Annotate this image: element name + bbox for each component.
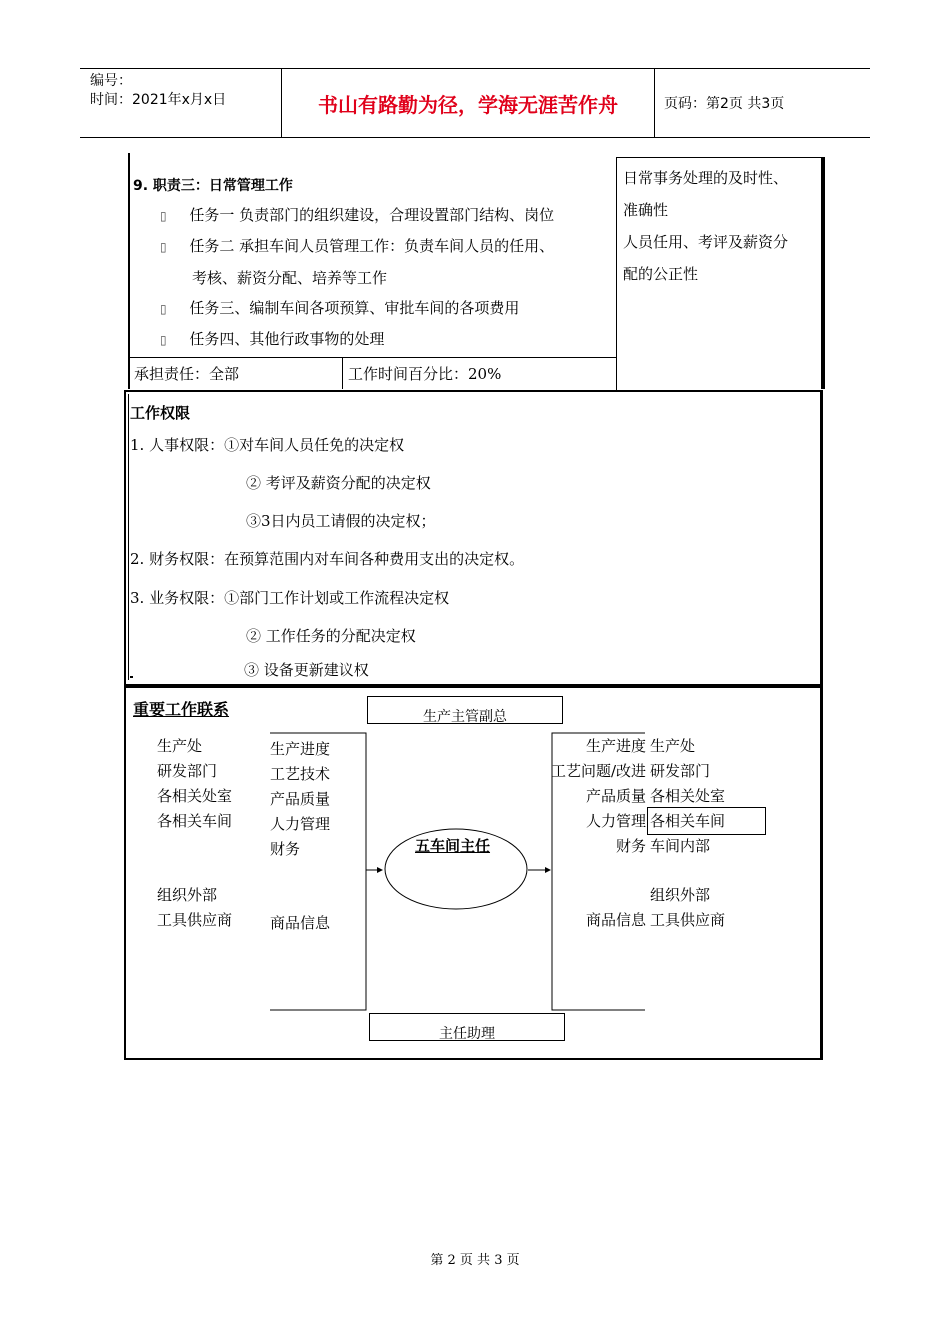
authority-line: ② 考评及薪资分配的决定权 <box>246 474 431 492</box>
right-item: 财务 <box>615 837 646 855</box>
table-border <box>821 157 825 389</box>
header-page: 页码：第2页 共3页 <box>664 96 785 112</box>
header-motto: 书山有路勤为径，学海无涯苦作舟 <box>282 69 655 137</box>
page-footer: 第 2 页 共 3 页 <box>430 1253 520 1268</box>
corner-mark <box>130 676 133 678</box>
right-party: 各相关处室 <box>650 787 726 805</box>
criteria-line: 配的公正性 <box>623 265 699 283</box>
left-party: 各相关处室 <box>157 787 233 805</box>
left-party: 生产处 <box>157 737 203 755</box>
right-item: 产品质量 <box>585 787 646 805</box>
task-row <box>160 298 519 319</box>
right-item: 工艺问题/改进 <box>550 762 646 780</box>
left-item: 财务 <box>270 840 301 858</box>
left-party: 工具供应商 <box>157 911 233 929</box>
right-item: 商品信息 <box>585 911 646 929</box>
left-party: 组织外部 <box>157 886 218 904</box>
task-row <box>160 205 554 226</box>
right-party: 车间内部 <box>650 837 711 855</box>
task-text: 任务一 负责部门的组织建设，合理设置部门结构、岗位 <box>189 206 555 224</box>
authority-line: 1. 人事权限：①对车间人员任免的决定权 <box>130 436 405 454</box>
left-item: 生产进度 <box>270 740 331 758</box>
authority-line: ② 工作任务的分配决定权 <box>246 627 416 645</box>
header-meta <box>80 69 282 137</box>
criteria-text <box>623 162 788 290</box>
responsibility: 承担责任：全部 <box>134 365 240 383</box>
right-party: 组织外部 <box>650 886 711 904</box>
left-item: 工艺技术 <box>270 765 331 783</box>
time-percent: 工作时间百分比：20% <box>348 365 502 383</box>
left-party: 研发部门 <box>157 762 218 780</box>
task-text: 任务三、编制车间各项预算、审批车间的各项费用 <box>189 299 520 317</box>
task-row <box>160 329 384 350</box>
right-party: 各相关车间 <box>650 812 726 830</box>
bullet-icon: ▯ <box>160 333 167 347</box>
table-border <box>124 1058 821 1059</box>
relations-title: 重要工作联系 <box>133 700 230 719</box>
bullet-icon: ▯ <box>160 302 167 316</box>
header-number: 编号： <box>90 73 132 89</box>
right-party: 生产处 <box>650 737 696 755</box>
criteria-line: 准确性 <box>623 201 669 219</box>
bullet-icon: ▯ <box>160 240 167 254</box>
authority-line: 2. 财务权限：在预算范围内对车间各种费用支出的决定权。 <box>130 550 525 568</box>
left-item: 人力管理 <box>270 815 331 833</box>
authority-line: 3. 业务权限：①部门工作计划或工作流程决定权 <box>130 589 450 607</box>
right-party: 研发部门 <box>650 762 711 780</box>
header-date: 时间：2021年x月x日 <box>90 92 227 108</box>
bottom-box-label: 主任助理 <box>439 1026 495 1041</box>
right-party: 工具供应商 <box>650 911 726 929</box>
task-text: 任务四、其他行政事物的处理 <box>189 330 385 348</box>
authority-title: 工作权限 <box>130 404 191 422</box>
task-text-cont: 考核、薪资分配、培养等工作 <box>192 269 388 287</box>
criteria-line: 人员任用、考评及薪资分 <box>623 233 789 251</box>
bullet-icon: ▯ <box>160 209 167 223</box>
bottom-box <box>369 1013 565 1041</box>
left-item: 商品信息 <box>270 914 331 932</box>
top-box <box>367 696 563 724</box>
criteria-line: 日常事务处理的及时性、 <box>623 169 789 187</box>
top-box-label: 生产主管副总 <box>423 709 507 724</box>
task-text: 任务二 承担车间人员管理工作：负责车间人员的任用、 <box>189 237 555 255</box>
center-label: 五车间主任 <box>415 837 491 855</box>
authority-line: ③3日内员工请假的决定权； <box>246 512 436 530</box>
duty-title: 9. 职责三：日常管理工作 <box>133 178 293 194</box>
left-item: 产品质量 <box>270 790 331 808</box>
task-row <box>160 236 554 257</box>
right-item: 人力管理 <box>585 812 646 830</box>
page-header <box>80 68 870 138</box>
left-party: 各相关车间 <box>157 812 233 830</box>
authority-line: ③ 设备更新建议权 <box>244 661 369 679</box>
right-item: 生产进度 <box>585 737 646 755</box>
